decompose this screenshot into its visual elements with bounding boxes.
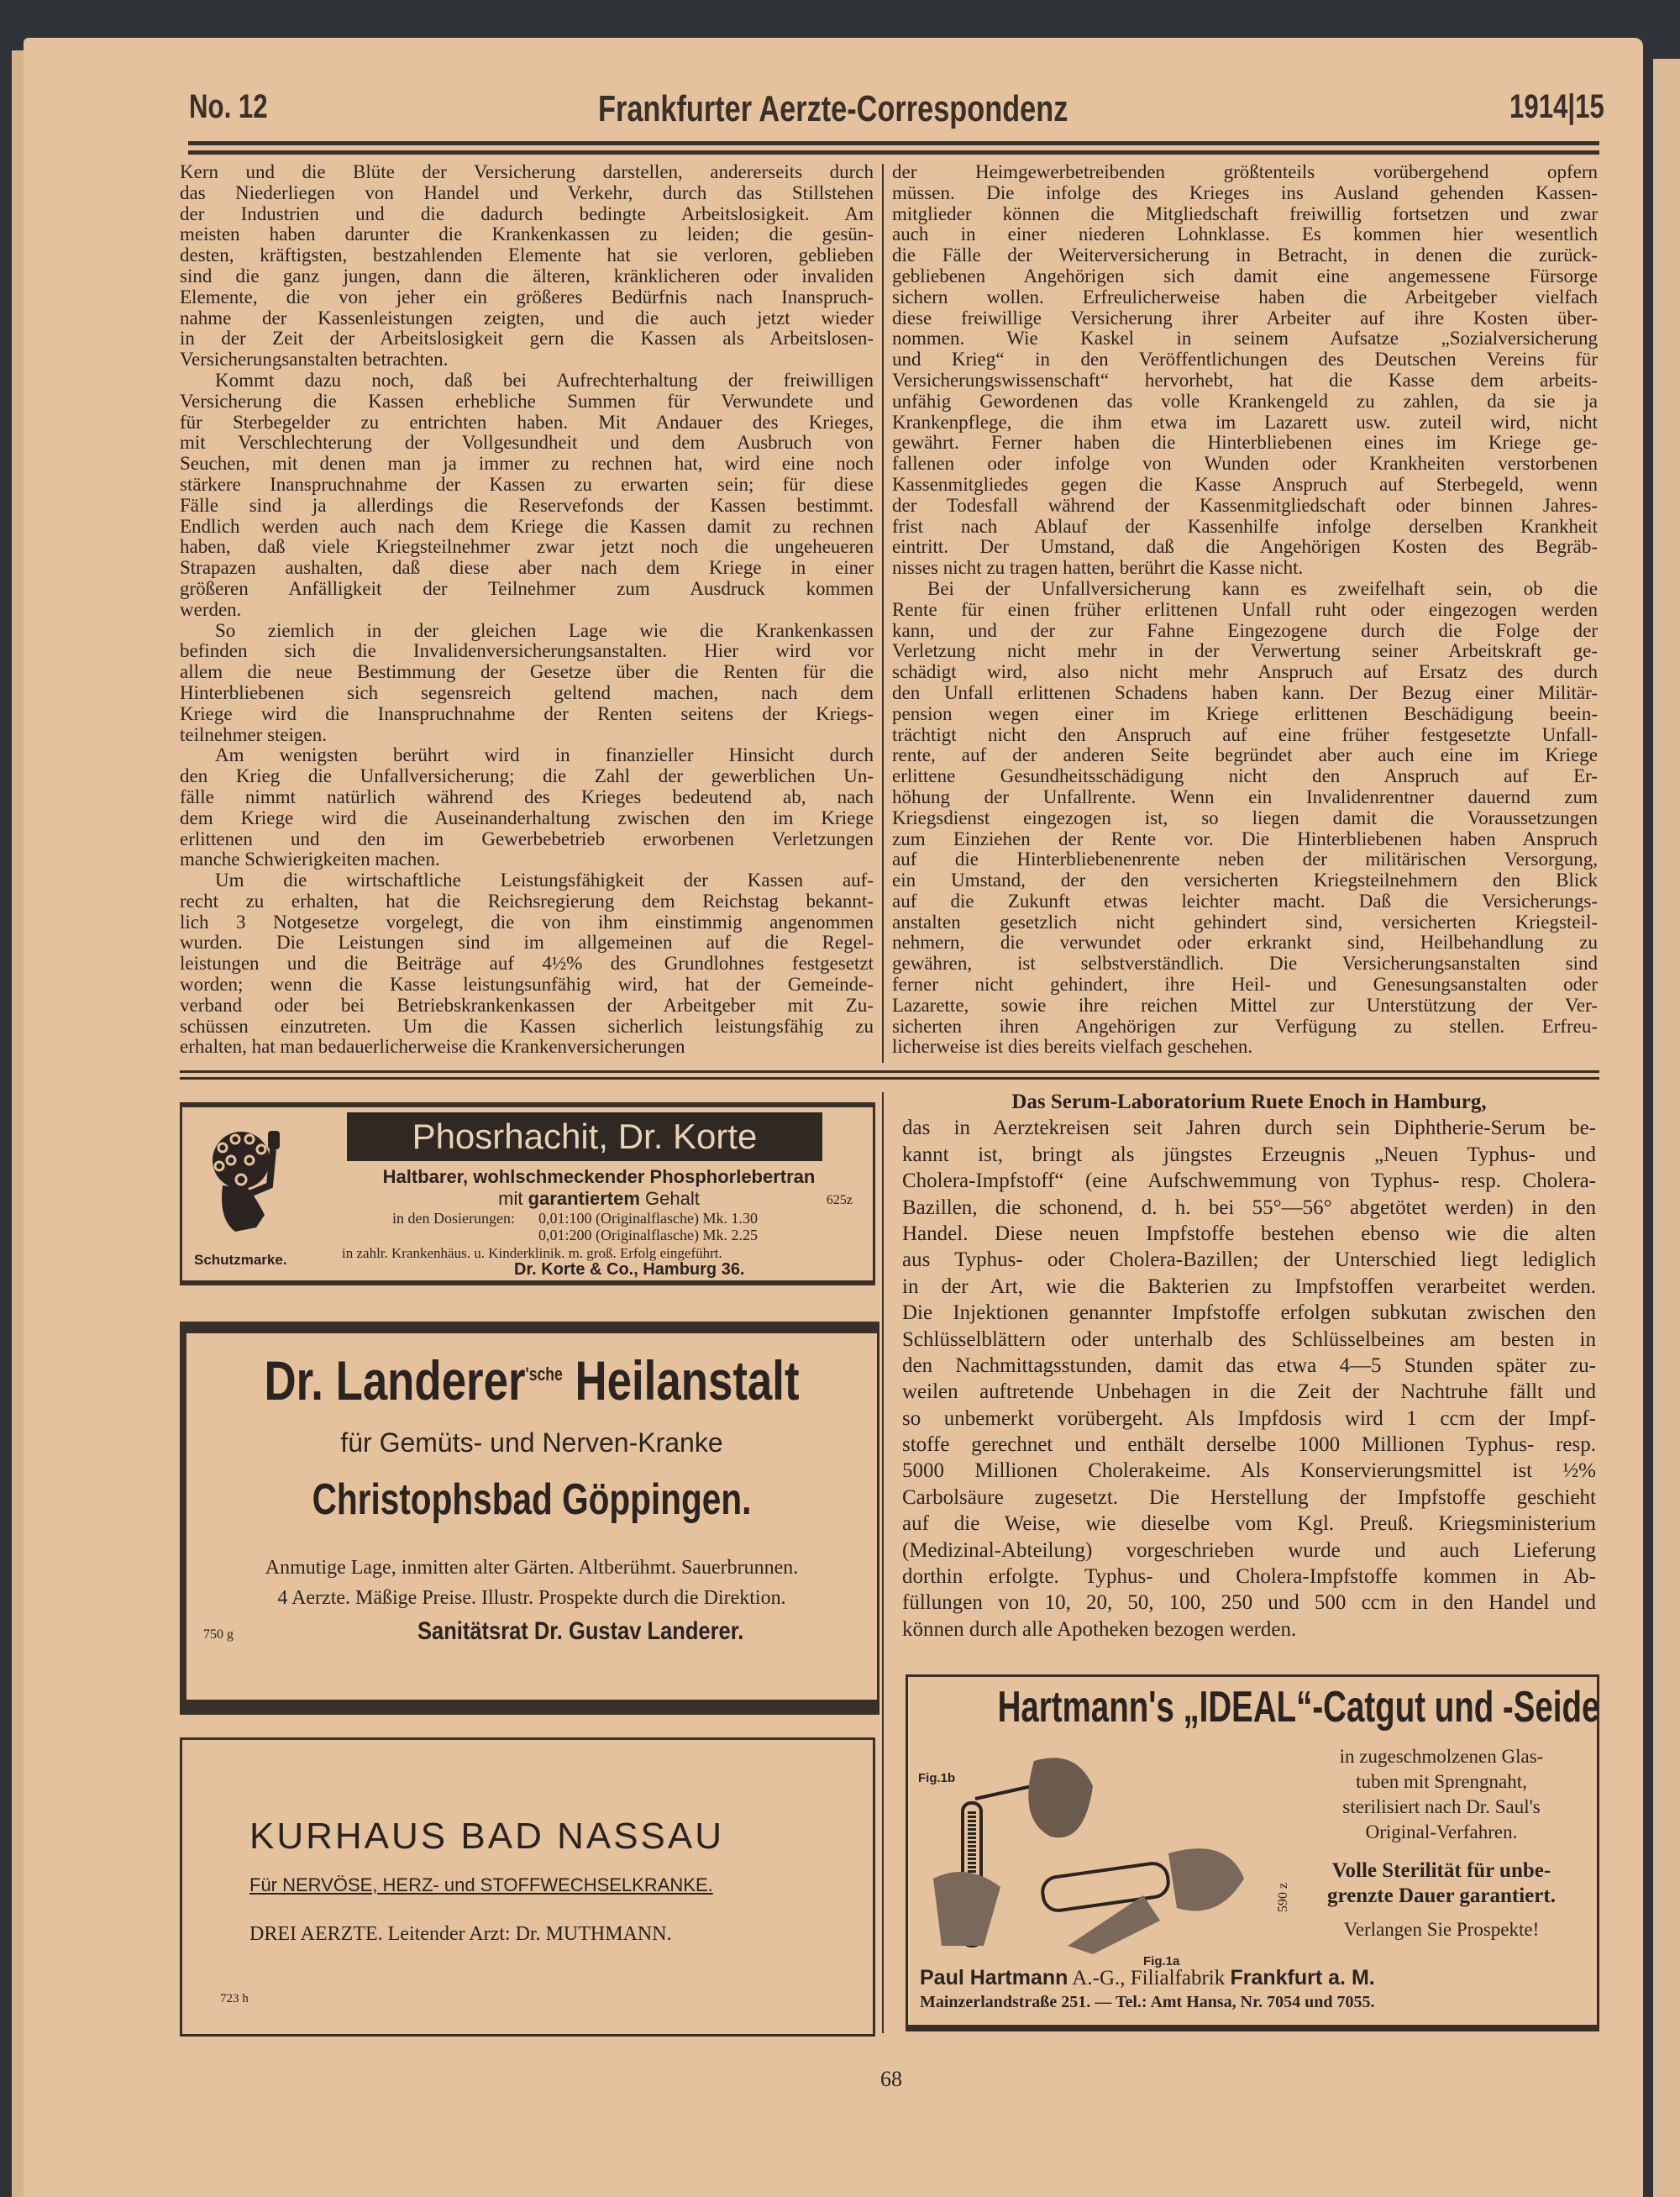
ad-phosrhachit (180, 1102, 875, 1285)
text-line: anstalten gesetzlich nicht gehindert sind, versicherten Kriegsteil- (892, 911, 1598, 933)
text-line: Krankenpflege, die ihm etwa im Lazarett usw. zuteil wird, nicht (892, 411, 1598, 433)
text-line: in der Art, wie die Bakterien zu Impfstoffen verarbeitet werden. (902, 1275, 1596, 1298)
ad-title-suffix: 'sche (525, 1364, 563, 1385)
article-left-column (180, 162, 874, 1058)
ad-separator-rule (180, 1706, 870, 1714)
ad-landerer (180, 1322, 879, 1715)
text-line: so unbemerkt vorübergeht. Als Impfdosis wird 1 ccm der Impf- (902, 1406, 1596, 1430)
text-line: nisses nicht zu tragen hatten, berührt die Kasse nicht. (892, 557, 1304, 579)
text-line: können durch alle Apotheken bezogen werden. (902, 1617, 1297, 1641)
text-line: wurden. Die Leistungen sind im allgemeinen auf die Regel- (180, 932, 874, 954)
dose-price: 0,01:100 (Originalflasche) Mk. 1.30 (538, 1210, 758, 1227)
issue-number: No. 12 (189, 88, 268, 125)
text-line: aus Typhus- oder Cholera-Bazillen; der Unterschied liegt lediglich (902, 1248, 1596, 1272)
ad-code: 750 g (203, 1627, 234, 1642)
text-line: Cholera-Impfstoff“ (eine Aufschwemmung von Typhus- resp. Cholera- (902, 1169, 1596, 1193)
figure-label: Fig.1a (1143, 1954, 1180, 1968)
article-right-column (892, 162, 1598, 1058)
ad-address: Mainzerlandstraße 251. — Tel.: Amt Hansa, Nr. 7054 und 7055. (920, 1993, 1375, 2011)
ad-text: in zugeschmolzenen Glas- (1339, 1746, 1544, 1767)
text-line: stärkere Inanspruchnahme der Kassen zu erwarten sein; für diese (180, 473, 874, 495)
text-line: nommen. Wie Kaskel in seinem Aufsatze „Sozialversicherung (892, 328, 1598, 350)
text-line: auf die Zukunft etwas leichter macht. Daß die Versicherungs- (892, 890, 1598, 912)
text-line: nehmern, die verwundet oder erkrankt sind, Heilbehandlung zu (892, 932, 1598, 954)
text-line: mit Verschlechterung der Vollgesundheit und dem Ausbruch von (180, 432, 874, 454)
text-line: gewähren, ist selbstverständlich. Die Versicherungsanstalten sind (892, 953, 1598, 975)
ad-emphasis: grenzte Dauer garantiert. (1327, 1884, 1556, 1907)
ad-text: mit (498, 1188, 528, 1209)
ad-text: Gehalt (639, 1188, 700, 1209)
ad-code: 625z (826, 1193, 853, 1207)
text-line: frist nach Ablauf der Kassenhilfe infolge derselben Krankheit (892, 515, 1598, 537)
text-line: Kriegsdienst eingezogen ist, so liegen damit die Voraussetzungen (892, 807, 1598, 828)
text-line: den Krieg die Unfallversicherung; die Zahl der gewerblichen Un- (180, 765, 874, 787)
text-line: Fälle sind ja allerdings die Reservefonds der Kassen bestimmt. (180, 494, 874, 516)
text-line: müssen. Die infolge des Krieges ins Ausland gehenden Kassen- (892, 181, 1598, 203)
text-line: Lazarette, sowie ihre reichen Mittel zur Unterstützung der Ver- (892, 994, 1598, 1016)
trademark-label: Schutzmarke. (194, 1252, 287, 1268)
text-line: Rente für einen früher erlittenen Unfall ruht oder eingezogen werden (892, 598, 1598, 620)
figure-label: Fig.1b (918, 1771, 956, 1785)
text-line: gewährt. Ferner haben die Hinterbliebenen eines im Kriege ge- (892, 432, 1598, 454)
text-line: verband oder bei Betriebskrankenkassen der Arbeitgeber mit Zu- (180, 994, 874, 1016)
text-line: diese freiwillige Versicherung ihrer Arbeiter auf ihre Kosten über- (892, 307, 1598, 328)
text-line: sichern wollen. Erfreulicherweise haben die Arbeitgeber vielfach (892, 286, 1598, 307)
header-double-rule (188, 141, 1599, 155)
text-line: Versicherung die Kassen erhebliche Summen für Verwundete und (180, 390, 874, 412)
text-line: pension wegen einer im Kriege erlittenen Beschädigung beein- (892, 702, 1598, 724)
text-line: allem die neue Bestimmung der Gesetze über die Renten für die (180, 661, 874, 683)
text-line: Kern und die Blüte der Versicherung darstellen, andererseits durch (180, 161, 874, 182)
text-line: Am wenigsten berührt wird in finanzieller Hinsicht durch (215, 744, 874, 766)
text-line: meisten haben darunter die Krankenkassen zu leiden; die gesün- (180, 223, 874, 245)
text-line: weilen auftretende Unbehagen in die Zeit der Nachtruhe fällt und (902, 1380, 1596, 1404)
ad-emphasis: Volle Sterilität für unbe- (1331, 1859, 1551, 1882)
text-line: manche Schwierigkeiten machen. (180, 849, 440, 870)
ad-emphasis: garantiertem (528, 1188, 640, 1209)
ad-text: in zahlr. Krankenhäus. u. Kinderklinik. m. groß. Erfolg eingeführt. (342, 1245, 722, 1261)
text-line: Verletzung nicht mehr in der Verwertung seiner Arbeitskraft ge- (892, 640, 1598, 662)
text-line: für Sterbegelder zu entrichten haben. Mit Andauer des Krieges, (180, 411, 874, 433)
ad-text: Haltbarer, wohlschmeckender Phosphorlebertran (382, 1166, 816, 1187)
text-line: rente, auf der anderen Seite begründet aber auch eine im Kriege (892, 744, 1598, 766)
text-line: schüssen einzutreten. Um die Kassen sicherlich leistungsfähig zu (180, 1015, 874, 1037)
ad-text: sterilisiert nach Dr. Saul's (1342, 1796, 1541, 1817)
text-line: Versicherungswissenschaft“ hervorhebt, hat die Kasse dem arbeits- (892, 369, 1598, 391)
ad-title-part: Dr. Landerer (264, 1349, 526, 1411)
text-line: die Fälle der Weiterversicherung in Betracht, in denen die zurück- (892, 244, 1598, 266)
text-line: fälle nimmt natürlich während des Krieges bedeutend ab, nach (180, 786, 874, 807)
text-line: Endlich werden auch nach dem Kriege die Kassen damit zu rechnen (180, 515, 874, 537)
text-line: fallenen oder infolge von Wunden oder Krankheiten verstorbenen (892, 453, 1598, 475)
ad-code: 590 z (1276, 1882, 1290, 1912)
text-line: haben, daß viele Kriegsteilnehmer zwar jetzt noch die ungeheueren (180, 536, 874, 558)
text-line: teilnehmer steigen. (180, 723, 327, 745)
company-city: Frankfurt a. M. (1230, 1966, 1375, 1989)
text-line: in der Zeit der Arbeitslosigkeit gern die Kassen als Arbeitslosen- (180, 328, 874, 350)
ad-description (1303, 1744, 1580, 1942)
adjacent-page-edge (1653, 59, 1680, 2197)
text-line: Schlüsselblättern oder unterhalb des Schlüsselbeines am besten in (902, 1327, 1596, 1351)
text-line: den Nachmittagsstunden, damit das etwa 4—5 Stunden später zu- (902, 1353, 1596, 1377)
text-line: Strapazen aushalten, daß diese aber nach dem Kriege in einer (180, 557, 874, 579)
text-line: erlittenen und den im Gewerbebetrieb erworbenen Verletzungen (180, 828, 874, 849)
text-line: leistungen und die Beiträge auf 4½% des Grundlohnes festgesetzt (180, 953, 874, 975)
dose-price: 0,01:200 (Originalflasche) Mk. 2.25 (538, 1227, 758, 1243)
serum-notice (902, 1089, 1596, 1642)
text-line: Kassenmitgliedes gegen die Kasse Anspruch auf Sterbegeld, wenn (892, 473, 1598, 495)
text-line: unfähig Gewordenen das volle Krankengeld zu zahlen, da sie ja (892, 390, 1598, 412)
ad-subtitle: für Gemüts- und Nerven-Kranke (340, 1427, 723, 1458)
text-line: werden. (180, 598, 242, 620)
text-line: Kriege wird die Inanspruchnahme der Renten seitens der Kriegs- (180, 702, 874, 724)
serum-heading: Das Serum-Laboratorium Ruete Enoch in Hamburg, (1011, 1091, 1487, 1113)
ad-subtitle: Für NERVÖSE, HERZ- und STOFFWECHSELKRANKE. (249, 1874, 713, 1895)
column-divider (882, 1092, 884, 2033)
ad-code: 723 h (220, 1992, 249, 2005)
text-line: So ziemlich in der gleichen Lage wie die Krankenkassen (215, 619, 874, 641)
text-line: Bazillen, die schonend, d. h. bei 55°—56° abgetötet werden) in den (902, 1196, 1596, 1219)
text-line: erhalten, hat man bedauerlicherweise die Krankenversicherungen (180, 1036, 685, 1058)
text-line: gebliebenen Angehörigen sich damit eine angemessene Fürsorge (892, 265, 1598, 286)
text-line: worden; wenn die Kasse leistungsunfähig wird, hat der Gemeinde- (180, 974, 874, 996)
text-line: stoffe gerechnet und enthält derselbe 1000 Millionen Typhus- resp. (902, 1433, 1596, 1457)
text-line: ein Umstand, der den versicherten Kriegsteilnehmern den Blick (892, 870, 1598, 891)
text-line: befinden sich die Invalidenversicherungsanstalten. Hier wird vor (180, 640, 874, 662)
text-line: nahme der Kassenleistungen zeigten, und die auch jetzt wieder (180, 307, 874, 328)
ad-title: Hartmann's „IDEAL“-Catgut und -Seide (997, 1683, 1600, 1732)
text-line: der Heimgewerbetreibenden größtenteils vorübergehend opfern (892, 161, 1598, 182)
text-line: kann, und der zur Fahne Eingezogene durch die Folge der (892, 619, 1598, 641)
text-line: Carbolsäure zugesetzt. Die Herstellung der Impfstoffe geschieht (902, 1485, 1596, 1509)
ad-company (920, 1966, 1375, 1990)
text-line: das Niederliegen von Handel und Verkehr, durch das Stillstehen (180, 181, 874, 203)
ad-title (255, 1348, 808, 1412)
text-line: dorthin erfolgte. Typhus- und Cholera-Impfstoffe kommen in Ab- (902, 1565, 1596, 1589)
volume-year: 1914|15 (1509, 88, 1604, 125)
text-line: ferner nicht gehindert, ihre Heil- und Genesungsanstalten oder (892, 974, 1598, 996)
ad-signature: Sanitätsrat Dr. Gustav Landerer. (417, 1617, 744, 1645)
text-line: lich 3 Notgesetze vorgelegt, die von ihm einstimmig angenommen (180, 911, 874, 933)
text-line: desten, kräftigsten, bestzahlenden Elemente hat sie verloren, geblieben (180, 244, 874, 266)
text-line: und Krieg“ in den Veröffentlichungen des Deutschen Vereins für (892, 349, 1598, 371)
dose-label: in den Dosierungen: (392, 1210, 515, 1227)
page-number: 68 (880, 2067, 902, 2091)
text-line: auf die Weise, wie dieselbe vom Kgl. Preuß. Kriegsministerium (902, 1512, 1596, 1536)
text-line: der Industrien und die dadurch bedingte Arbeitslosigkeit. Am (180, 202, 874, 224)
ad-hartmann (906, 1674, 1599, 2031)
text-line: trächtigt nicht den Anspruch auf eine früher festgesetzte Unfall- (892, 723, 1598, 745)
text-line: Hinterbliebenen sich segensreich geltend machen, nach dem (180, 681, 874, 703)
text-line: Bei der Unfallversicherung kann es zweifelhaft sein, ob die (927, 577, 1598, 599)
text-line: auf die Hinterbliebenenrente neben der militärischen Versorgung, (892, 849, 1598, 870)
ad-text: Original-Verfahren. (1365, 1821, 1518, 1842)
text-line: höhung der Unfallrente. Wenn ein Invalidenrentner dauernd zum (892, 786, 1598, 807)
text-line: auch in einer niederen Lohnklasse. Es kommen hier wesentlich (892, 223, 1598, 245)
text-line: recht zu erhalten, hat die Reichsregierung dem Reichstag bekannt- (180, 890, 874, 912)
text-line: den Unfall erlittenen Schadens haben kann. Der Bezug einer Militär- (892, 681, 1598, 703)
column-divider (882, 164, 884, 1063)
text-line: zum Einziehen der Rente vor. Die Hinterbliebenen haben Anspruch (892, 828, 1598, 849)
ad-title: KURHAUS BAD NASSAU (249, 1816, 725, 1857)
company-detail: A.-G., Filialfabrik (1068, 1967, 1231, 1989)
text-line: sind die ganz jungen, dann die älteren, kränklicheren oder invaliden (180, 265, 874, 286)
text-line: kannt ist, bringt als jüngstes Erzeugnis „Neuen Typhus- und (902, 1143, 1596, 1166)
text-line: Kommt dazu noch, daß bei Aufrechterhaltung der freiwilligen (215, 369, 874, 391)
text-line: schädigt wird, also nicht mehr Anspruch auf Ersatz des durch (892, 661, 1598, 683)
company-name: Paul Hartmann (920, 1966, 1068, 1989)
ad-text: tuben mit Sprengnaht, (1356, 1771, 1527, 1792)
text-line: dem Kriege wird die Auseinanderhaltung zwischen den im Kriege (180, 807, 874, 828)
text-line: Elemente, die von jeher ein größeres Bedürfnis nach Inanspruch- (180, 286, 874, 307)
text-line: sicherten ihren Angehörigen zur Verfügung zu stellen. Erfreu- (892, 1015, 1598, 1037)
text-line: 5000 Millionen Cholerakeime. Als Konservierungsmittel ist ½% (902, 1459, 1596, 1483)
ad-kurhaus (180, 1737, 875, 2037)
ad-company: Dr. Korte & Co., Hamburg 36. (514, 1260, 745, 1279)
ad-banner: Phosrhachit, Dr. Korte (347, 1112, 822, 1161)
text-line: Versicherungsanstalten betrachten. (180, 349, 449, 371)
publication-title: Frankfurter Aerzte-Correspondenz (598, 88, 1068, 129)
text-line: größeren Anfälligkeit der Teilnehmer zum Ausdruck kommen (180, 577, 874, 599)
mascot-trademark-icon (197, 1122, 315, 1248)
ad-title-part: Heilanstalt (575, 1349, 800, 1411)
text-line: das in Aerztekreisen seit Jahren durch sein Diphtherie-Serum be- (902, 1117, 1596, 1140)
text-line: erlittene Gesundheitsschädigung nicht den Anspruch auf Er- (892, 765, 1598, 787)
text-line: der Todesfall während der Kassenmitgliedschaft oder binnen Jahres- (892, 494, 1598, 516)
text-line: Um die wirtschaftliche Leistungsfähigkeit der Kassen auf- (215, 870, 874, 891)
ad-text (342, 1188, 856, 1210)
text-line: (Medizinal-Abteilung) vorgeschrieben wurde und auch Lieferung (902, 1538, 1596, 1562)
text-line: mitglieder können die Mitgliedschaft freiwillig fortsetzen und zwar (892, 202, 1598, 224)
ad-place: Christophsbad Göppingen. (312, 1475, 752, 1524)
section-double-rule (180, 1070, 1599, 1080)
catgut-tube-illustration-icon (925, 1753, 1278, 1954)
text-line: füllungen von 10, 20, 50, 100, 250 und 500 ccm in den Handel und (902, 1591, 1596, 1615)
ad-call-to-action: Verlangen Sie Prospekte! (1343, 1919, 1540, 1940)
text-line: eintritt. Der Umstand, daß die Angehörigen Kosten des Begräb- (892, 536, 1598, 558)
text-line: Handel. Diese neuen Impfstoffe bestehen ebenso wie die alten (902, 1222, 1596, 1245)
text-line: licherweise ist dies bereits vielfach geschehen. (892, 1036, 1253, 1058)
ad-text: Anmutige Lage, inmitten alter Gärten. Altberühmt. Sauerbrunnen. (265, 1557, 799, 1579)
text-line: Die Injektionen genannter Impfstoffe erfolgen subkutan zwischen den (902, 1301, 1596, 1325)
ad-text: 4 Aerzte. Mäßige Preise. Illustr. Prospekte durch die Direktion. (277, 1587, 786, 1609)
text-line: Seuchen, mit denen man ja immer zu rechnen hat, wird eine noch (180, 453, 874, 475)
ad-text: DREI AERZTE. Leitender Arzt: Dr. MUTHMANN. (249, 1923, 672, 1945)
